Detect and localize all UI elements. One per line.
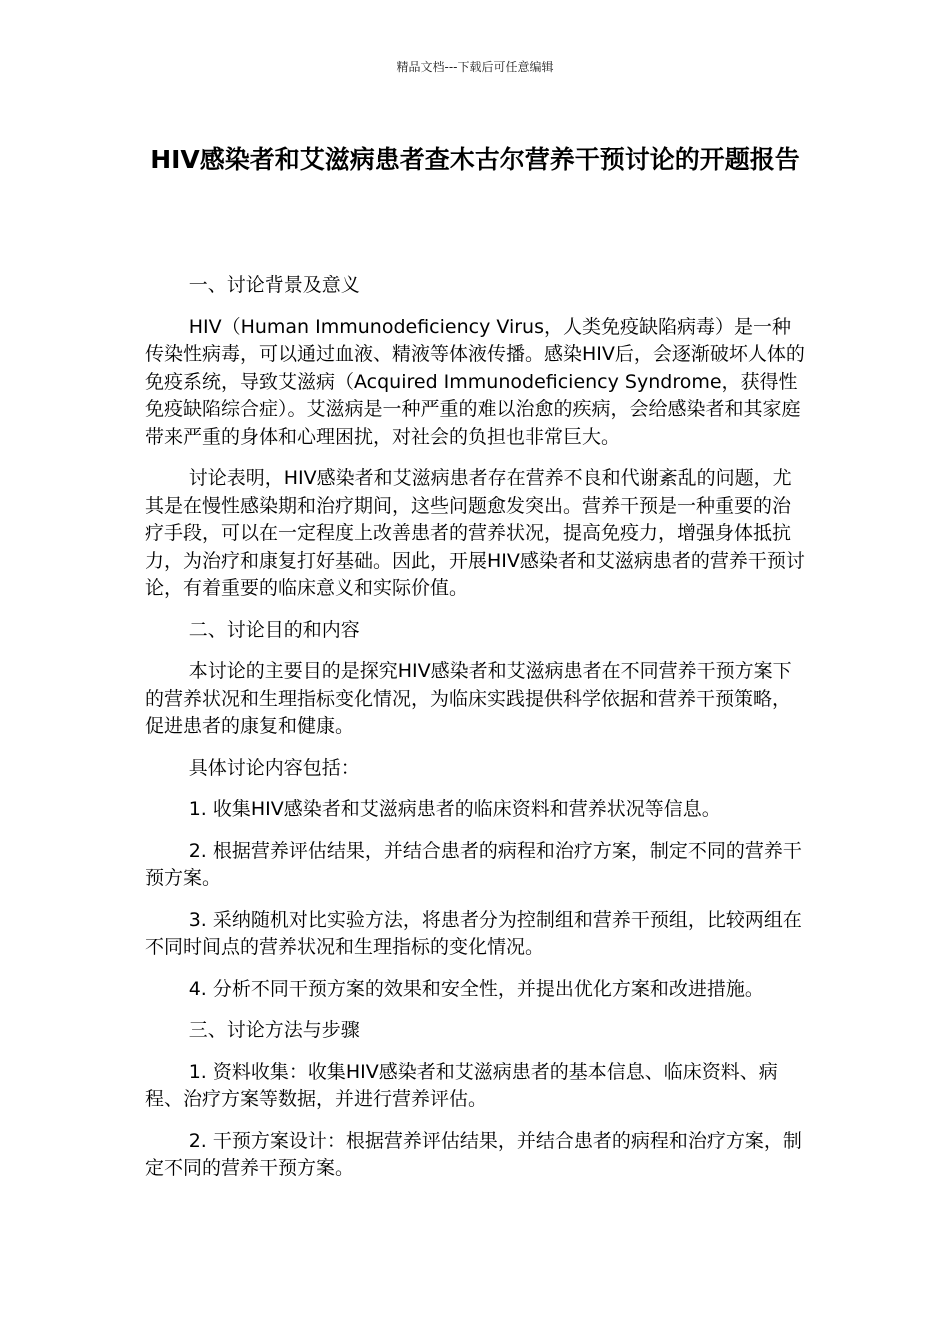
document-title: HIV感染者和艾滋病患者查木古尔营养干预讨论的开题报告	[150, 145, 800, 174]
list-item-method-1: 1. 资料收集：收集HIV感染者和艾滋病患者的基本信息、临床资料、病程、治疗方案等数据，并进行营养评估。	[145, 1060, 778, 1110]
list-item-content-2: 2. 根据营养评估结果，并结合患者的病程和治疗方案，制定不同的营养干预方案。	[145, 839, 802, 889]
paragraph-content-intro: 具体讨论内容包括：	[188, 756, 360, 779]
section-heading-background: 一、讨论背景及意义	[188, 274, 360, 296]
paragraph-purpose: 本讨论的主要目的是探究HIV感染者和艾滋病患者在不同营养干预方案下的营养状况和生理指标变化情况，为临床实践提供科学依据和营养干预策略，促进患者的康复和健康。	[145, 660, 792, 737]
paragraph-hiv-intro: HIV（Human Immunodeficiency Virus，人类免疫缺陷病毒）是一种传染性病毒，可以通过血液、精液等体液传播。感染HIV后，会逐渐破坏人体的免疫系统，导致艾滋病（Acquired Immunodeficiency Syndrome，获得性免疫缺陷综合症）。艾滋病是一种严重的难以治愈的疾病，会给感染者和其家庭带来严重的身体和心理困扰，对社会的负担也非常巨大。	[145, 315, 805, 448]
list-item-content-4: 4. 分析不同干预方案的效果和安全性，并提出优化方案和改进措施。	[188, 977, 764, 1000]
paragraph-nutrition-significance: 讨论表明，HIV感染者和艾滋病患者存在营养不良和代谢紊乱的问题，尤其是在慢性感染期和治疗期间，这些问题愈发突出。营养干预是一种重要的治疗手段，可以在一定程度上改善患者的营养状况，提高免疫力，增强身体抵抗力，为治疗和康复打好基础。因此，开展HIV感染者和艾滋病患者的营养干预讨论，有着重要的临床意义和实际价值。	[145, 467, 805, 599]
page-header: 精品文档---下载后可任意编辑	[396, 60, 554, 74]
section-heading-methods: 三、讨论方法与步骤	[188, 1019, 360, 1041]
section-heading-purpose: 二、讨论目的和内容	[188, 618, 360, 641]
list-item-content-3: 3. 采纳随机对比实验方法，将患者分为控制组和营养干预组，比较两组在不同时间点的营养状况和生理指标的变化情况。	[145, 908, 802, 958]
document-body	[145, 272, 809, 1197]
list-item-content-1: 1. 收集HIV感染者和艾滋病患者的临床资料和营养状况等信息。	[188, 798, 721, 820]
list-item-method-2: 2. 干预方案设计：根据营养评估结果，并结合患者的病程和治疗方案，制定不同的营养干预方案。	[145, 1129, 802, 1179]
